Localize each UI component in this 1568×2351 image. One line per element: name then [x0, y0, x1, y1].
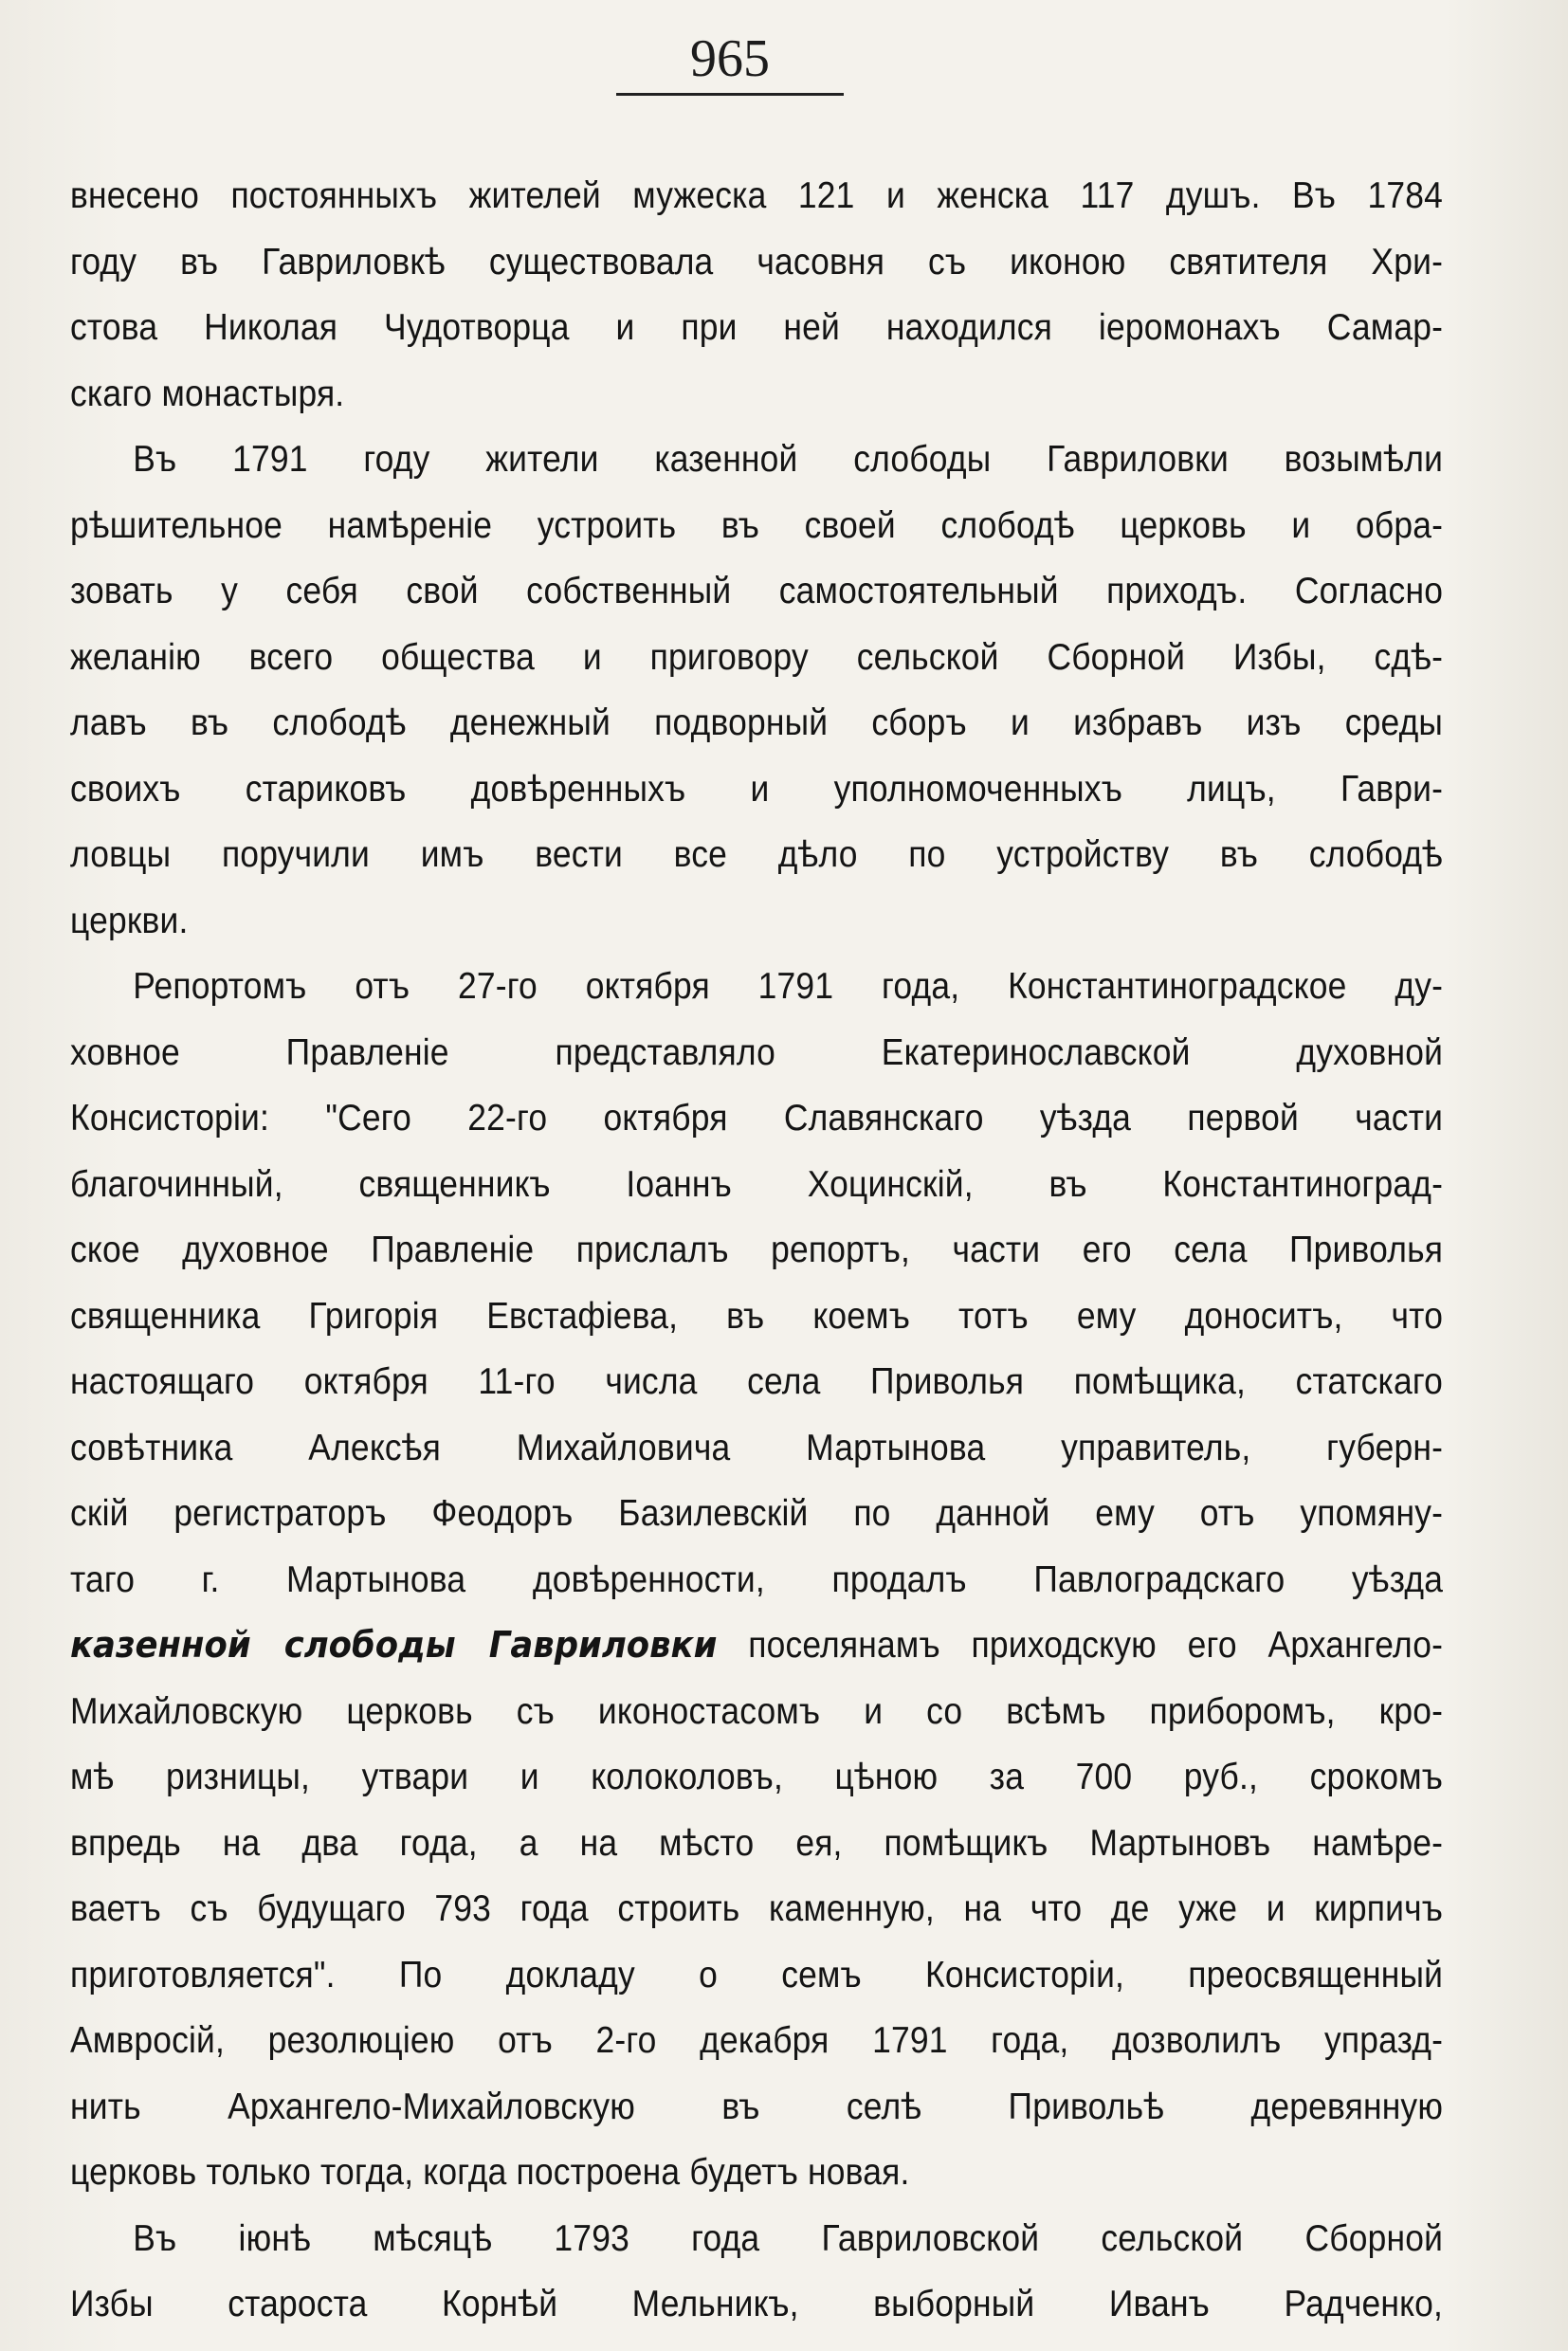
text-line: совѣтника Алексѣя Михайловича Мартынова управитель, губерн- [70, 1427, 1444, 1468]
paragraph [70, 427, 1443, 954]
text-line: священника Григорія Евстафіева, въ коемъ тотъ ему доноситъ, что [70, 1295, 1444, 1337]
text-line: нить Архангело-Михайловскую въ селѣ Привольѣ деревянную [70, 2086, 1444, 2127]
body-text [70, 163, 1443, 2338]
paragraph [70, 163, 1443, 427]
text-line: церковь только тогда, когда построена будетъ новая. [70, 2152, 910, 2193]
text-line: Консисторіи: "Сего 22-го октября Славянскаго уѣзда первой части [70, 1098, 1444, 1139]
text-line: таго г. Мартынова довѣренности, продалъ Павлоградскаго уѣзда [70, 1558, 1444, 1600]
text-line: стова Николая Чудотворца и при ней находился іеромонахъ Самар- [70, 307, 1444, 348]
text-line: Репортомъ отъ 27-го октября 1791 года, Константиноградское ду- [133, 966, 1444, 1007]
text-line: желанію всего общества и приговору сельской Сборной Избы, сдѣ- [70, 636, 1444, 678]
text-fragment: поселянамъ приходскую его Архангело- [717, 1625, 1444, 1666]
text-line: Въ 1791 году жители казенной слободы Гавриловки возымѣли [133, 439, 1444, 480]
emphasized-text-line [70, 1613, 1443, 1679]
text-line: году въ Гавриловкѣ существовала часовня съ иконою святителя Хри- [70, 241, 1444, 282]
text-line: церкви. [70, 900, 189, 941]
text-line: Избы староста Корнѣй Мельникъ, выборный Иванъ Радченко, [70, 2284, 1444, 2324]
text-line: рѣшительное намѣреніе устроить въ своей слободѣ церковь и обра- [70, 504, 1444, 546]
text-line: благочинный, священникъ Іоаннъ Хоцинскій, въ Константиноград- [70, 1163, 1444, 1205]
text-line: внесено постоянныхъ жителей мужеска 121 и женска 117 душъ. Въ 1784 [70, 175, 1444, 216]
text-line: настоящаго октября 11-го числа села Приволья помѣщика, статскаго [70, 1361, 1444, 1402]
text-line: ваетъ съ будущаго 793 года строить каменную, на что де уже и кирпичъ [70, 1888, 1444, 1929]
text-line: мѣ ризницы, утвари и колоколовъ, цѣною за 700 руб., срокомъ [70, 1757, 1444, 1797]
paragraph [70, 2206, 1443, 2338]
text-line: лавъ въ слободѣ денежный подворный сборъ и избравъ изъ среды [70, 702, 1444, 743]
header-rule [616, 93, 844, 96]
text-line: зовать у себя свой собственный самостоятельный приходъ. Согласно [70, 571, 1444, 611]
page-header [607, 28, 853, 96]
text-line: скаго монастыря. [70, 373, 345, 414]
text-line: скій регистраторъ Феодоръ Базилевскій по данной ему отъ упомяну- [70, 1493, 1444, 1534]
text-line: ловцы поручили имъ вести все дѣло по устройству въ слободѣ [70, 834, 1444, 875]
text-line: приготовляется". По докладу о семъ Консисторіи, преосвященный [70, 1954, 1444, 1996]
text-line: ское духовное Правленіе прислалъ репортъ, части его села Приволья [70, 1230, 1444, 1270]
text-line: Амвросій, резолюціею отъ 2-го декабря 1791 года, дозволилъ упразд- [70, 2020, 1444, 2061]
text-line: впредь на два года, а на мѣсто ея, помѣщикъ Мартыновъ намѣре- [70, 1822, 1444, 1864]
italic-emphasis: казенной слободы Гавриловки [70, 1624, 718, 1667]
paragraph [70, 954, 1443, 2206]
text-line: ховное Правленіе представляло Екатеринославской духовной [70, 1031, 1444, 1073]
text-line: Въ іюнѣ мѣсяцѣ 1793 года Гавриловской сельской Сборной [133, 2217, 1444, 2259]
page-number: 965 [690, 29, 770, 88]
text-line: своихъ стариковъ довѣренныхъ и уполномоченныхъ лицъ, Гаври- [70, 768, 1444, 810]
text-line: Михайловскую церковь съ иконостасомъ и со всѣмъ приборомъ, кро- [70, 1690, 1444, 1732]
